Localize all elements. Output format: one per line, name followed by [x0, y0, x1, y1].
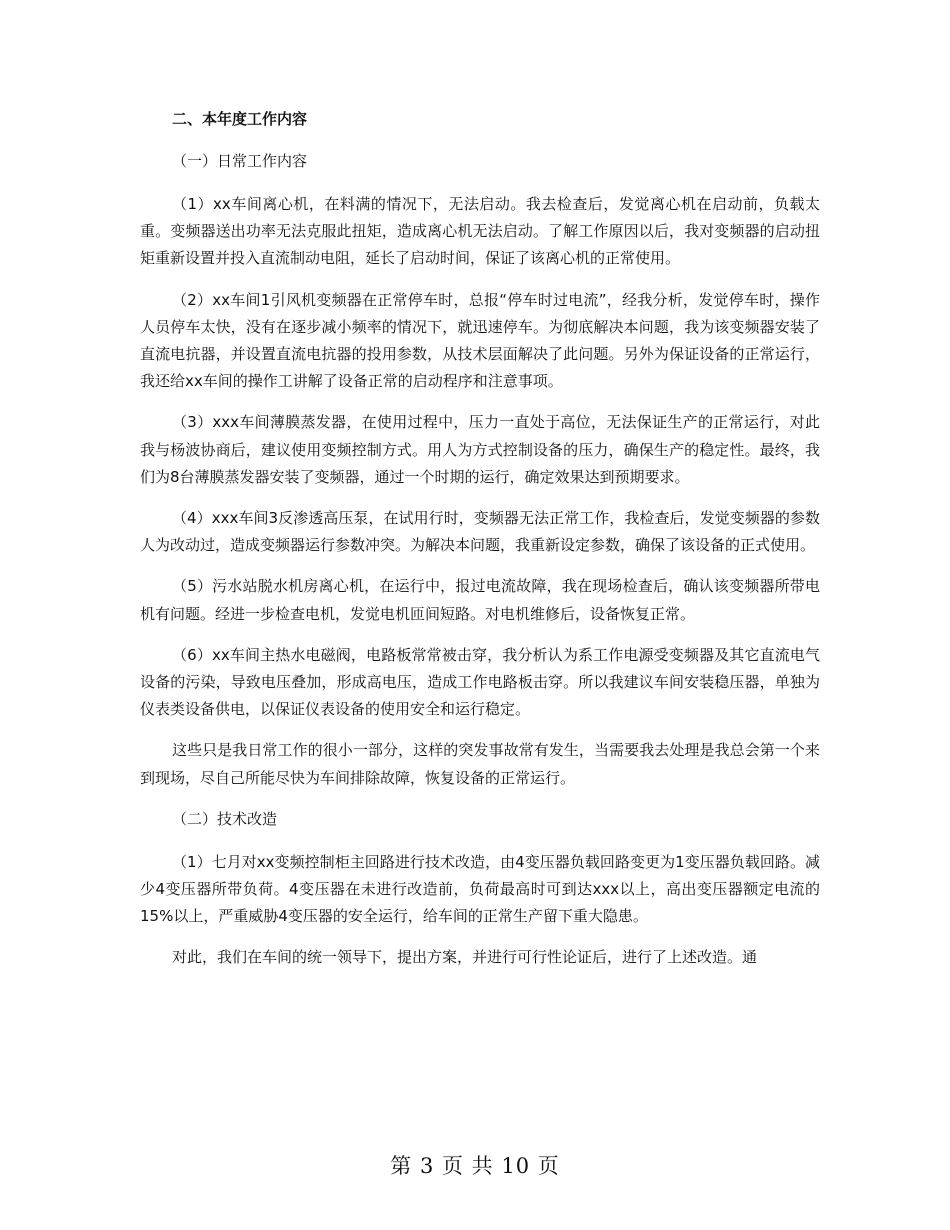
- paragraph-daily-3: （3）xxx车间薄膜蒸发器，在使用过程中，压力一直处于高位，无法保证生产的正常运行，对此我与杨波协商后，建议使用变频控制方式。用人为方式控制设备的压力，确保生产的稳定性。最终，我们为8台薄膜蒸发器安装了变频器，通过一个时期的运行，确定效果达到预期要求。: [140, 413, 820, 486]
- paragraph-daily-6: （6）xx车间主热水电磁阀，电路板常常被击穿，我分析认为系工作电源受变频器及其它直流电气设备的污染，导致电压叠加，形成高电压，造成工作电路板击穿。所以我建议车间安装稳压器，单独为仪表类设备供电，以保证仪表设备的使用安全和运行稳定。: [140, 645, 820, 719]
- paragraph-daily-1: （1）xx车间离心机，在料满的情况下，无法启动。我去检查后，发觉离心机在启动前，负载太重。变频器送出功率无法克服此扭矩，造成离心机无法启动。了解工作原因以后，我对变频器的启动扭矩重新设置并投入直流制动电阻，延长了启动时间，保证了该离心机的正常使用。: [140, 195, 820, 268]
- paragraph-daily-summary: 这些只是我日常工作的很小一部分，这样的突发事故常有发生，当需要我去处理是我总会第一个来到现场，尽自己所能尽快为车间排除故障，恢复设备的正常运行。: [140, 741, 820, 787]
- page-number-footer: 第 3 页 共 10 页: [390, 1154, 560, 1178]
- section-heading: 二、本年度工作内容: [172, 110, 308, 128]
- subsection-title-tech-upgrade: （二）技术改造: [172, 809, 278, 828]
- paragraph-daily-5: （5）污水站脱水机房离心机，在运行中，报过电流故障，我在现场检查后，确认该变频器所带电机有问题。经进一步检查电机，发觉电机匝间短路。对电机维修后，设备恢复正常。: [140, 577, 820, 623]
- subsection-title-daily-work: （一）日常工作内容: [172, 152, 308, 170]
- document-body: [140, 106, 820, 986]
- paragraph-daily-4: （4）xxx车间3反渗透高压泵，在试用行时，变频器无法正常工作，我检查后，发觉变频器的参数人为改动过，造成变频器运行参数冲突。为解决本问题，我重新设定参数，确保了该设备的正式使用。: [140, 509, 820, 555]
- paragraph-tech-2: 对此，我们在车间的统一领导下，提出方案，并进行可行性论证后，进行了上述改造。通: [172, 948, 758, 967]
- paragraph-daily-2: （2）xx车间1引风机变频器在正常停车时，总报“停车时过电流”，经我分析，发觉停车时，操作人员停车太快，没有在逐步减小频率的情况下，就迅速停车。为彻底解决本问题，我为该变频器安装了直流电抗器，并设置直流电抗器的投用参数，从技术层面解决了此问题。另外为保证设备的正常运行，我还给xx车间的操作工讲解了设备正常的启动程序和注意事项。: [140, 290, 820, 391]
- paragraph-tech-1: （1）七月对xx变频控制柜主回路进行技术改造，由4变压器负载回路变更为1变压器负载回路。减少4变压器所带负荷。4变压器在未进行改造前，负荷最高时可到达xxx以上，高出变压器额定电流的15%以上，严重威胁4变压器的安全运行，给车间的正常生产留下重大隐患。: [140, 852, 820, 926]
